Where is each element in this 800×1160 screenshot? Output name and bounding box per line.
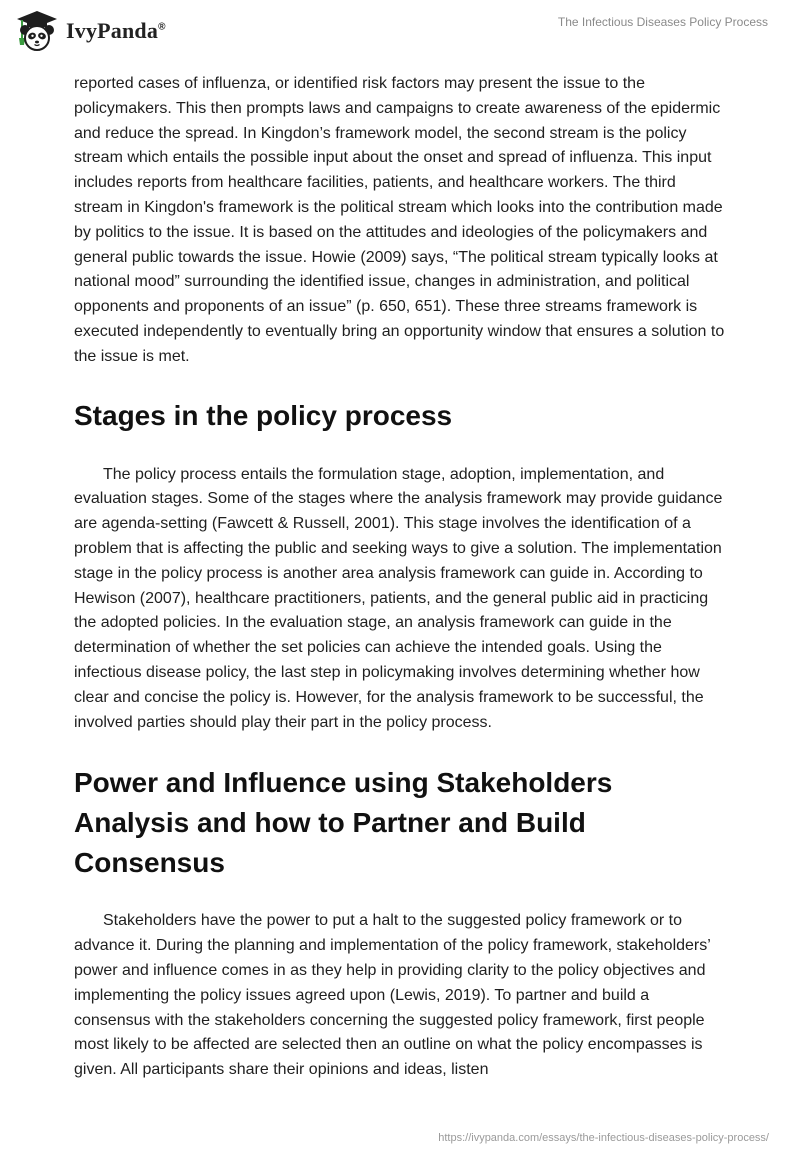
section-heading-stages: Stages in the policy process (74, 399, 453, 431)
paragraph: reported cases of influenza, or identified risk factors may present the issue to the policymakers. This then prompts laws and campaigns to create awareness of the epidermic and reduce the spread. In Kingdon’s framework model, the second stream is the policy stream which entails the possible input about the onset and spread of influenza. This input includes reports from healthcare facilities, patients, and healthcare workers. The third stream in Kingdon's framework is the political stream which looks into the contribution made by politics to the issue. It is based on the attitudes and ideologies of the policymakers and general public towards the issue. Howie (2009) says, “The political stream typically looks at national mood” surrounding the identified issue, changes in administration, and political opponents and proponents of an issue” (p. 650, 651). These three streams framework is executed independently to eventually bring an opportunity window that ensures a solution to the issue is met. (74, 75, 725, 365)
source-url-link[interactable]: https://ivypanda.com/essays/the-infectious-diseases-policy-process/ (438, 1132, 769, 1144)
document-title: The Infectious Diseases Policy Process (557, 15, 768, 29)
ivypanda-logo[interactable] (14, 8, 166, 54)
essay-content (74, 72, 729, 1083)
section-heading-power: Power and Influence using Stakeholders Analysis and how to Partner and Build Consensus (74, 767, 613, 879)
panda-graduation-cap-icon (14, 8, 60, 54)
paragraph: Stakeholders have the power to put a halt to the suggested policy framework or to advance it. During the planning and implementation of the policy framework, stakeholders’ power and influence comes in as they help in providing clarity to the policy objectives and implementing the policy issues agreed upon (Lewis, 2019). To partner and build a consensus with the stakeholders concerning the suggested policy framework, first people most likely to be affected are selected then an outline on what the policy encompasses is given. All participants share their opinions and ideas, listen (74, 912, 711, 1079)
logo-wordmark: IvyPanda® (66, 18, 166, 43)
registered-mark: ® (158, 21, 166, 33)
page-header (0, 0, 800, 60)
paragraph: The policy process entails the formulation stage, adoption, implementation, and evaluation stages. Some of the stages where the analysis framework may provide guidance are agenda-setting (Fawcett & Russell, 2001). This stage involves the identification of a problem that is affecting the public and seeking ways to give a solution. The implementation stage in the policy process is another area analysis framework can guide in. According to Hewison (2007), healthcare practitioners, patients, and the general public aid in practicing the adopted policies. In the evaluation stage, an analysis framework can guide in the determination of whether the set policies can achieve the intended goals. Using the infectious disease policy, the last step in policymaking involves determining whether how clear and concise the policy is. However, for the analysis framework to be successful, the involved parties should play their part in the policy process. (74, 465, 723, 731)
